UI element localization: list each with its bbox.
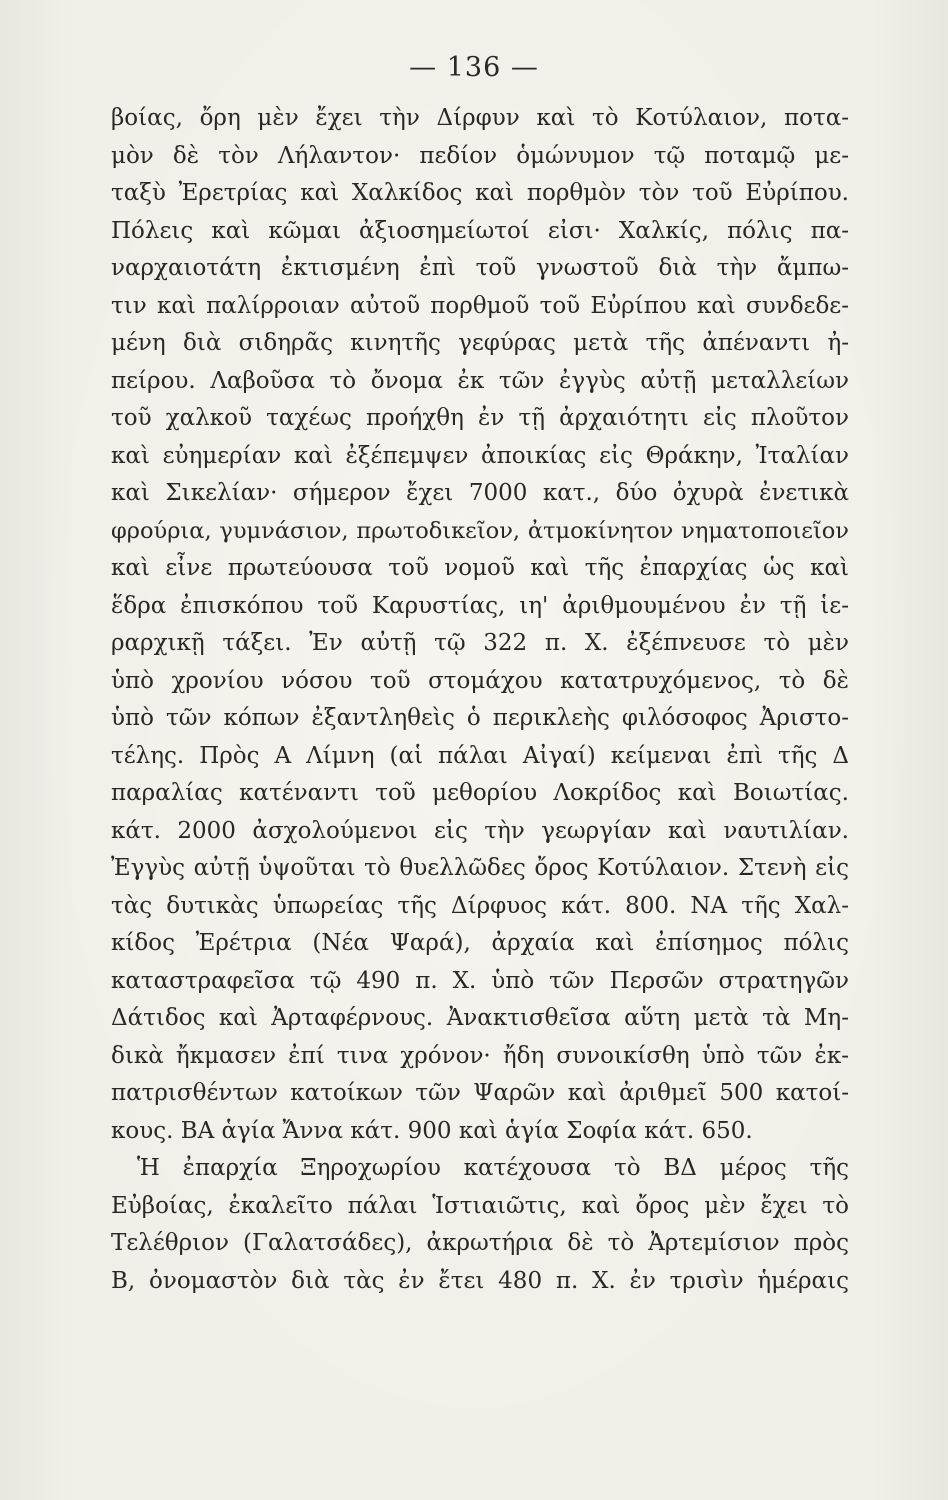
text-line: πατρισθέντων κατοίκων τῶν Ψαρῶν καὶ ἀριθμεῖ 500 κατοί- <box>111 1080 849 1106</box>
text-line: καὶ Σικελίαν· σήμερον ἔχει 7000 κατ., δύο ὀχυρὰ ἐνετικὰ <box>111 480 849 506</box>
text-line: μὸν δὲ τὸν Λήλαντον· πεδίον ὁμώνυμον τῷ ποταμῷ με- <box>111 142 849 169</box>
text-line: κάτ. 2000 ἀσχολούμενοι εἰς τὴν γεωργίαν καὶ ναυτιλίαν. <box>111 817 849 844</box>
text-line: παραλίας κατέναντι τοῦ μεθορίου Λοκρίδος καὶ Βοιωτίας. <box>111 780 849 806</box>
body-text <box>111 100 849 1300</box>
text-line: ὑπὸ χρονίου νόσου τοῦ στομάχου κατατρυχόμενος, τὸ δὲ <box>111 667 849 694</box>
text-line: Εὐβοίας, ἐκαλεῖτο πάλαι Ἱστιαιῶτις, καὶ ὄρος μὲν ἔχει τὸ <box>111 1192 849 1219</box>
text-line: τοῦ χαλκοῦ ταχέως προήχθη ἐν τῇ ἀρχαιότητι εἰς πλοῦτον <box>111 405 849 431</box>
text-line: τὰς δυτικὰς ὑπωρείας τῆς Δίρφυος κάτ. 800. ΝΑ τῆς Χαλ- <box>111 892 849 919</box>
text-line: τιν καὶ παλίρροιαν αὐτοῦ πορθμοῦ τοῦ Εὐρίπου καὶ συνδεδε- <box>111 292 849 319</box>
text-line: Ἡ ἐπαρχία Ξηροχωρίου κατέχουσα τὸ ΒΔ μέρος τῆς <box>137 1155 849 1181</box>
text-line: μένη διὰ σιδηρᾶς κινητῆς γεφύρας μετὰ τῆς ἀπέναντι ἠ- <box>111 330 849 356</box>
text-line: ἕδρα ἐπισκόπου τοῦ Καρυστίας, ιη' ἀριθμουμένου ἐν τῇ ἱε- <box>111 592 849 619</box>
page-number: — 136 — <box>409 52 539 83</box>
text-line: πείρου. Λαβοῦσα τὸ ὄνομα ἐκ τῶν ἐγγὺς αὐτῇ μεταλλείων <box>111 367 849 394</box>
text-line: βοίας, ὄρη μὲν ἔχει τὴν Δίρφυν καὶ τὸ Κοτύλαιον, ποτα- <box>111 105 849 131</box>
text-line: κους. ΒΑ ἁγία Ἄννα κάτ. 900 καὶ ἁγία Σοφία κάτ. 650. <box>111 1117 753 1144</box>
text-line: Ἐγγὺς αὐτῇ ὑψοῦται τὸ θυελλῶδες ὄρος Κοτύλαιον. Στενὴ εἰς <box>111 855 849 881</box>
text-line: ραρχικῇ τάξει. Ἐν αὐτῇ τῷ 322 π. Χ. ἐξέπνευσε τὸ μὲν <box>111 630 849 656</box>
text-line: Β, ὀνομαστὸν διὰ τὰς ἐν ἔτει 480 π. Χ. ἐν τρισὶν ἡμέραις <box>111 1267 849 1294</box>
text-line: καὶ εἶνε πρωτεύουσα τοῦ νομοῦ καὶ τῆς ἐπαρχίας ὡς καὶ <box>111 555 849 581</box>
text-line: Δάτιδος καὶ Ἀρταφέρνους. Ἀνακτισθεῖσα αὕτη μετὰ τὰ Μη- <box>111 1005 849 1031</box>
text-line: Τελέθριον (Γαλατσάδες), ἀκρωτήρια δὲ τὸ Ἀρτεμίσιον πρὸς <box>111 1230 849 1256</box>
text-line: Πόλεις καὶ κῶμαι ἀξιοσημείωτοί εἰσι· Χαλκίς, πόλις πα- <box>111 217 849 244</box>
text-line: δικὰ ἤκμασεν ἐπί τινα χρόνον· ἤδη συνοικίσθη ὑπὸ τῶν ἐκ- <box>111 1042 849 1069</box>
text-line: φρούρια, γυμνάσιον, πρωτοδικεῖον, ἀτμοκίνητον νηματοποιεῖον <box>111 517 849 544</box>
text-line: ταξὺ Ἐρετρίας καὶ Χαλκίδος καὶ πορθμὸν τὸν τοῦ Εὐρίπου. <box>111 180 849 206</box>
text-line: καὶ εὐημερίαν καὶ ἐξέπεμψεν ἀποικίας εἰς Θράκην, Ἰταλίαν <box>111 442 849 469</box>
text-line: καταστραφεῖσα τῷ 490 π. Χ. ὑπὸ τῶν Περσῶν στρατηγῶν <box>111 967 849 994</box>
text-line: ὑπὸ τῶν κόπων ἐξαντληθεὶς ὁ περικλεὴς φιλόσοφος Ἀριστο- <box>111 705 849 731</box>
text-line: τέλης. Πρὸς Α Λίμνη (αἱ πάλαι Αἰγαί) κείμεναι ἐπὶ τῆς Δ <box>111 742 849 769</box>
text-line: κίδος Ἐρέτρια (Νέα Ψαρά), ἀρχαία καὶ ἐπίσημος πόλις <box>111 930 849 956</box>
text-line: ναρχαιοτάτη ἐκτισμένη ἐπὶ τοῦ γνωστοῦ διὰ τὴν ἄμπω- <box>111 255 849 281</box>
